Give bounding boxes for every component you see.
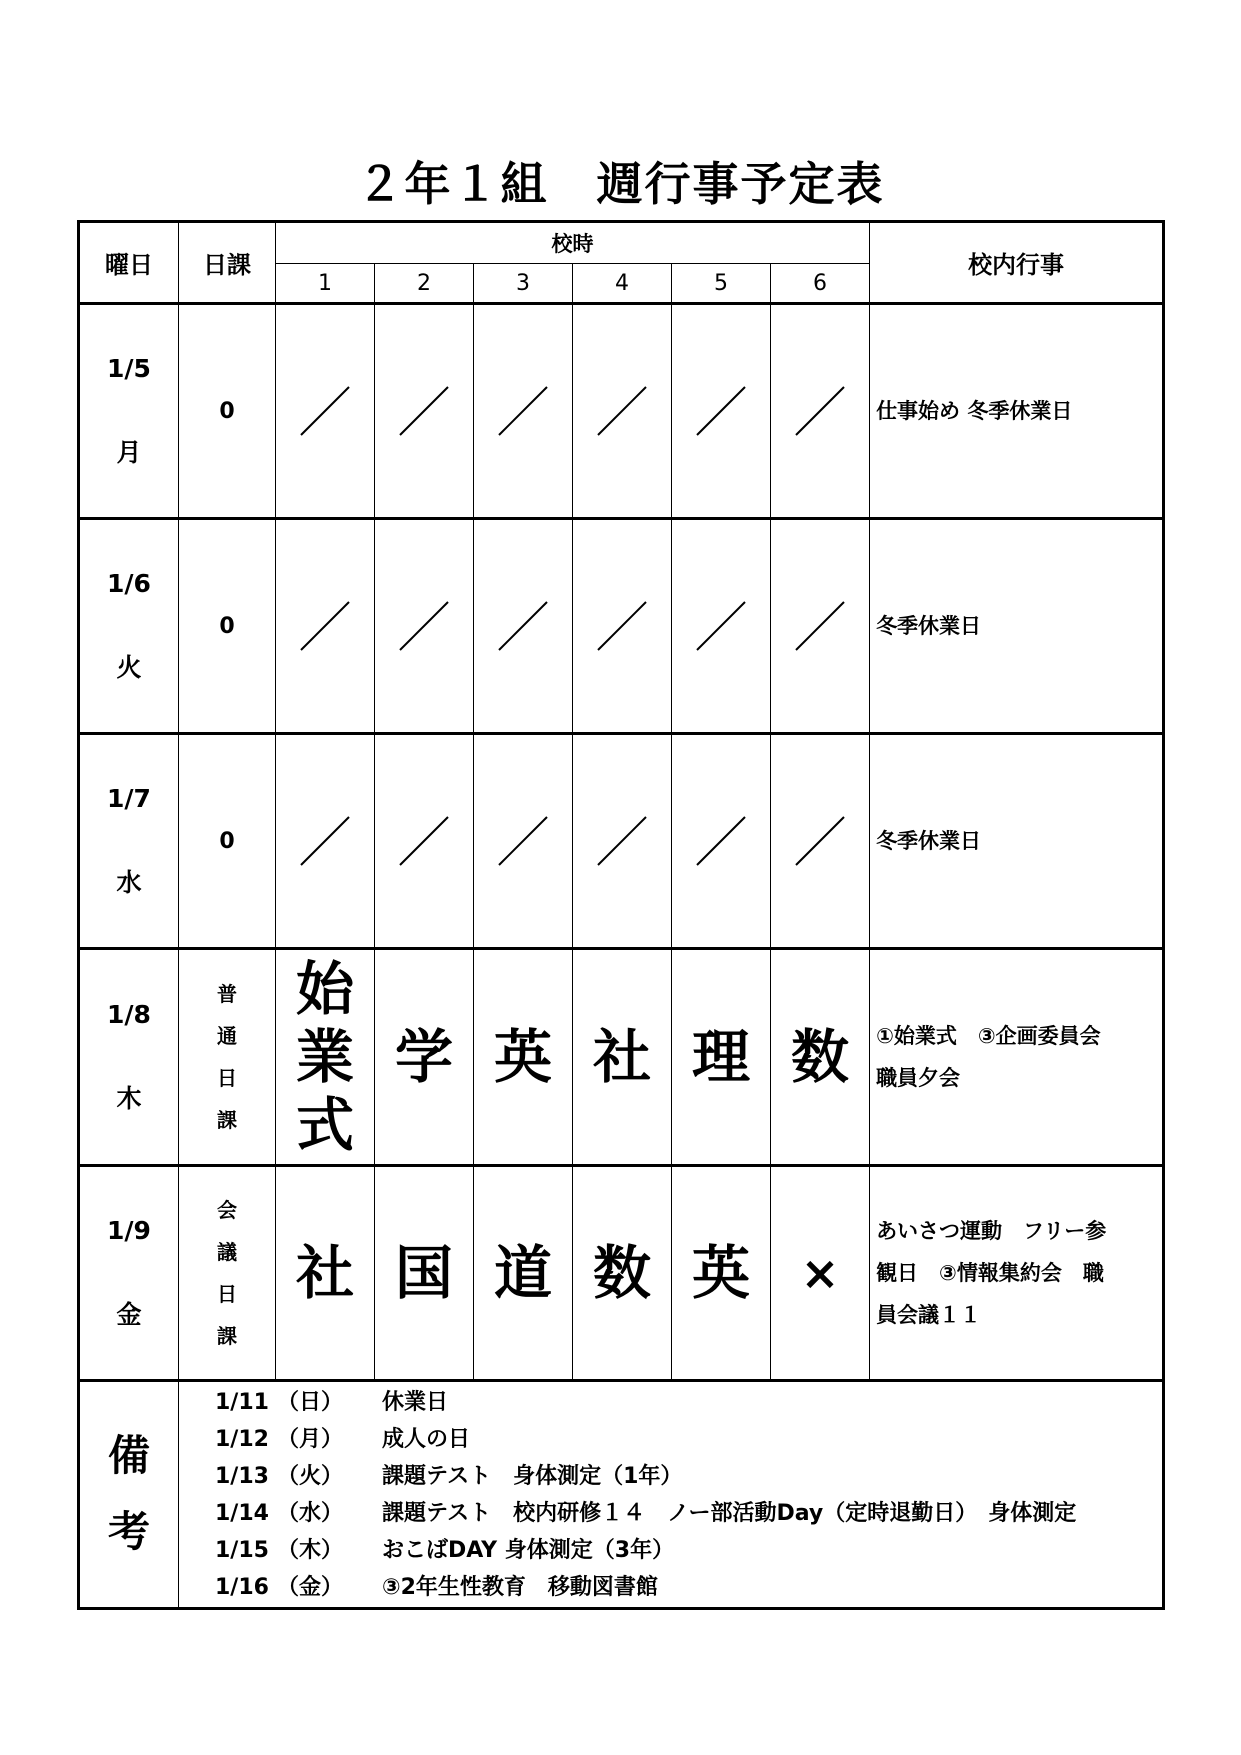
note-text: 課題テスト 校内研修１４ ノー部活動Day（定時退勤日） 身体測定	[382, 1500, 1077, 1526]
day-course: 0	[179, 519, 276, 734]
no-class-slash	[573, 734, 672, 949]
course-char: 課	[217, 1323, 237, 1348]
note-text: ③2年生性教育 移動図書館	[382, 1574, 658, 1600]
day-date: 1/8	[107, 1000, 151, 1030]
day-date: 1/6	[107, 569, 151, 599]
subject-cell: 国	[375, 1165, 474, 1380]
no-class-slash	[573, 304, 672, 519]
note-date: 1/14	[215, 1500, 269, 1526]
day-course-vertical	[179, 1165, 276, 1380]
note-text: 課題テスト 身体測定（1年）	[382, 1463, 683, 1489]
header-period-3: 3	[474, 264, 573, 304]
no-class-slash	[375, 304, 474, 519]
day-date: 1/9	[107, 1215, 151, 1245]
note-text: おこばDAY 身体測定（3年）	[382, 1537, 675, 1563]
notes-label-char: 備	[107, 1431, 150, 1481]
day-weekday: 金	[116, 1299, 142, 1329]
subject-cell: 学	[375, 949, 474, 1165]
course-char: 普	[217, 982, 237, 1007]
course-char: 課	[217, 1108, 237, 1133]
note-item	[215, 1569, 1162, 1606]
day-weekday: 火	[116, 653, 142, 683]
subject-cell: 英	[474, 949, 573, 1165]
event-line: 員会議１１	[876, 1302, 982, 1327]
day-course: 0	[179, 304, 276, 519]
note-weekday: （木）	[277, 1537, 344, 1563]
subject-cell	[276, 949, 375, 1165]
subject-cell: 社	[276, 1165, 375, 1380]
no-class-slash	[276, 304, 375, 519]
day-events	[870, 1165, 1164, 1380]
subject-char: 業	[295, 1023, 354, 1092]
subject-char: 式	[295, 1091, 354, 1160]
schedule-table	[77, 220, 1165, 1610]
day-course-vertical	[179, 949, 276, 1165]
no-class-slash	[573, 519, 672, 734]
no-class-slash	[474, 734, 573, 949]
subject-cell: 数	[771, 949, 870, 1165]
no-class-slash	[672, 734, 771, 949]
course-char: 議	[217, 1239, 237, 1264]
day-events	[870, 949, 1164, 1165]
note-item	[215, 1384, 1162, 1421]
day-weekday: 木	[116, 1084, 142, 1114]
day-row	[79, 1165, 1164, 1380]
day-course: 0	[179, 734, 276, 949]
no-class-cross: ×	[771, 1165, 870, 1380]
day-row	[79, 734, 1164, 949]
no-class-slash	[771, 734, 870, 949]
day-row	[79, 519, 1164, 734]
subject-cell: 道	[474, 1165, 573, 1380]
day-weekday: 月	[116, 438, 142, 468]
event-line: ①始業式 ③企画委員会	[876, 1024, 1101, 1049]
notes-row	[79, 1380, 1164, 1608]
day-date-cell	[79, 949, 179, 1165]
no-class-slash	[474, 304, 573, 519]
course-char: 通	[217, 1024, 237, 1049]
day-date-cell	[79, 1165, 179, 1380]
note-text: 休業日	[382, 1389, 449, 1415]
day-date: 1/7	[107, 784, 151, 814]
no-class-slash	[375, 519, 474, 734]
note-date: 1/12	[215, 1426, 269, 1452]
subject-cell: 英	[672, 1165, 771, 1380]
note-item	[215, 1421, 1162, 1458]
day-events: 冬季休業日	[870, 734, 1164, 949]
day-date-cell	[79, 304, 179, 519]
header-period-4: 4	[573, 264, 672, 304]
note-item	[215, 1495, 1162, 1532]
day-events: 冬季休業日	[870, 519, 1164, 734]
notes-label	[79, 1380, 179, 1608]
no-class-slash	[375, 734, 474, 949]
header-weekday: 曜日	[79, 222, 179, 304]
header-period-group: 校時	[276, 222, 870, 264]
course-char: 日	[217, 1281, 237, 1306]
day-weekday: 水	[116, 868, 142, 898]
day-date-cell	[79, 734, 179, 949]
no-class-slash	[771, 519, 870, 734]
no-class-slash	[672, 304, 771, 519]
note-date: 1/15	[215, 1537, 269, 1563]
note-date: 1/16	[215, 1574, 269, 1600]
note-date: 1/11	[215, 1389, 269, 1415]
note-weekday: （月）	[277, 1426, 344, 1452]
header-period-5: 5	[672, 264, 771, 304]
subject-cell: 理	[672, 949, 771, 1165]
day-date: 1/5	[107, 354, 151, 384]
note-weekday: （火）	[277, 1463, 344, 1489]
header-period-6: 6	[771, 264, 870, 304]
note-text: 成人の日	[382, 1426, 471, 1452]
note-item	[215, 1532, 1162, 1569]
event-line: 職員夕会	[876, 1066, 961, 1091]
note-weekday: （日）	[277, 1389, 344, 1415]
notes-list	[179, 1380, 1164, 1608]
event-line: あいさつ運動 フリー参	[876, 1218, 1107, 1243]
course-char: 日	[217, 1066, 237, 1091]
page-title: ２年１組 週行事予定表	[356, 157, 885, 211]
day-row	[79, 304, 1164, 519]
day-date-cell	[79, 519, 179, 734]
header-period-1: 1	[276, 264, 375, 304]
no-class-slash	[672, 519, 771, 734]
day-row	[79, 949, 1164, 1165]
note-weekday: （水）	[277, 1500, 344, 1526]
note-item	[215, 1458, 1162, 1495]
subject-cell: 社	[573, 949, 672, 1165]
course-char: 会	[217, 1197, 237, 1222]
subject-cell: 数	[573, 1165, 672, 1380]
event-line: 観日 ③情報集約会 職	[876, 1260, 1104, 1285]
no-class-slash	[276, 734, 375, 949]
subject-char: 始	[295, 955, 354, 1024]
note-weekday: （金）	[277, 1574, 344, 1600]
header-daily-course: 日課	[179, 222, 276, 304]
note-date: 1/13	[215, 1463, 269, 1489]
no-class-slash	[276, 519, 375, 734]
no-class-slash	[771, 304, 870, 519]
no-class-slash	[474, 519, 573, 734]
day-events: 仕事始め 冬季休業日	[870, 304, 1164, 519]
notes-label-char: 考	[107, 1507, 150, 1557]
header-period-2: 2	[375, 264, 474, 304]
header-events: 校内行事	[870, 222, 1164, 304]
